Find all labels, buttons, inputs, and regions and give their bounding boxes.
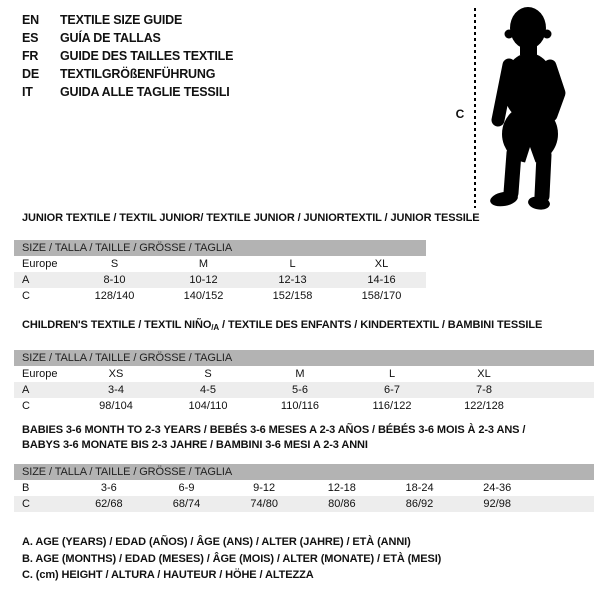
size-row xyxy=(14,366,594,382)
section-title-text: JUNIOR TEXTILE / TEXTIL JUNIOR/ TEXTILE JUNIOR / JUNIORTEXTIL / JUNIOR TESSILE xyxy=(22,212,480,224)
size-row-label: C xyxy=(22,498,30,510)
section-title-line xyxy=(22,211,480,226)
size-cell: XL xyxy=(477,368,491,380)
size-cell: 10-12 xyxy=(189,274,218,286)
section-title-text: BABIES 3-6 MONTH TO 2-3 YEARS / BEBÉS 3-6 MESES A 2-3 AÑOS / BÉBÉS 3-6 MOIS À 2-3 ANS / xyxy=(22,424,526,436)
size-row-label: A xyxy=(22,384,30,396)
toddler-neck xyxy=(520,41,537,55)
size-row-label: B xyxy=(22,482,30,494)
size-row-cells xyxy=(70,366,530,382)
size-row xyxy=(14,256,426,272)
size-row xyxy=(14,272,426,288)
section-title xyxy=(22,318,542,335)
size-cell: 116/122 xyxy=(372,400,412,412)
toddler-leg-right xyxy=(542,155,544,196)
language-row xyxy=(22,83,233,101)
language-row xyxy=(22,11,233,29)
size-cell: 7-8 xyxy=(476,384,492,396)
language-title: TEXTILE SIZE GUIDE xyxy=(60,13,183,27)
size-row-label: Europe xyxy=(22,368,58,380)
size-table xyxy=(14,350,594,414)
size-cell: 62/68 xyxy=(95,498,123,510)
size-table xyxy=(14,464,594,512)
size-cell: M xyxy=(295,368,305,380)
height-measure-label: C xyxy=(455,107,465,121)
footnotes xyxy=(22,534,441,584)
size-table xyxy=(14,240,426,304)
size-cell: 80/86 xyxy=(328,498,356,510)
size-cell: 18-24 xyxy=(405,482,434,494)
language-title: TEXTILGRÖßENFÜHRUNG xyxy=(60,67,216,81)
toddler-arm-right xyxy=(550,66,559,115)
section-title-line xyxy=(22,423,525,438)
section-title-text: CHILDREN'S TEXTILE / TEXTIL NIÑO xyxy=(22,319,212,331)
size-row-label: A xyxy=(22,274,30,286)
language-code: ES xyxy=(22,31,39,45)
size-cell: L xyxy=(289,258,296,270)
section-title xyxy=(22,423,525,453)
language-row xyxy=(22,29,233,47)
language-code: DE xyxy=(22,67,39,81)
size-cell: 6-7 xyxy=(384,384,400,396)
size-cell: 122/128 xyxy=(464,400,504,412)
size-row-label: C xyxy=(22,290,30,302)
size-header-bar: SIZE / TALLA / TAILLE / GRÖSSE / TAGLIA xyxy=(14,240,426,256)
size-header-bar: SIZE / TALLA / TAILLE / GRÖSSE / TAGLIA xyxy=(14,350,594,366)
size-row-cells xyxy=(70,382,530,398)
size-cell: L xyxy=(388,368,396,380)
size-row xyxy=(14,480,594,496)
size-row-cells xyxy=(70,480,536,496)
language-list xyxy=(22,11,233,101)
size-row-label: C xyxy=(22,400,30,412)
language-code: FR xyxy=(22,49,39,63)
size-header-bar: SIZE / TALLA / TAILLE / GRÖSSE / TAGLIA xyxy=(14,464,594,480)
size-row xyxy=(14,382,594,398)
size-cell: 110/116 xyxy=(280,400,320,412)
toddler-silhouette xyxy=(478,3,597,212)
size-row-cells xyxy=(70,256,426,272)
size-cell: 92/98 xyxy=(483,498,511,510)
size-row xyxy=(14,288,426,304)
footnote-line: C. (cm) HEIGHT / ALTURA / HAUTEUR / HÖHE / ALTEZZA xyxy=(22,569,314,581)
language-title: GUÍA DE TALLAS xyxy=(60,31,161,45)
size-row xyxy=(14,398,594,414)
size-row-cells xyxy=(70,272,426,288)
section-title-line xyxy=(22,318,542,335)
size-row-cells xyxy=(70,398,530,414)
size-row-label: Europe xyxy=(22,258,58,270)
height-dashed-line xyxy=(474,8,476,208)
size-cell: 9-12 xyxy=(253,482,276,494)
section-title-text: BABYS 3-6 MONATE BIS 2-3 JAHRE / BAMBINI 3-6 MESI A 2-3 ANNI xyxy=(22,439,368,451)
size-cell: 8-10 xyxy=(103,274,126,286)
size-cell: 12-18 xyxy=(327,482,356,494)
footnote-line: A. AGE (YEARS) / EDAD (AÑOS) / ÂGE (ANS) / ALTER (JAHRE) / ETÀ (ANNI) xyxy=(22,536,411,548)
size-cell: 14-16 xyxy=(367,274,396,286)
language-code: EN xyxy=(22,13,39,27)
language-code: IT xyxy=(22,85,33,99)
size-cell: 24-36 xyxy=(483,482,512,494)
size-cell: 158/170 xyxy=(361,290,402,302)
size-cell: 98/104 xyxy=(99,400,133,412)
size-cell: 140/152 xyxy=(183,290,224,302)
toddler-leg-left xyxy=(511,153,514,193)
size-cell: 86/92 xyxy=(405,498,434,510)
size-cell: 104/110 xyxy=(188,400,228,412)
size-cell: S xyxy=(204,368,212,380)
section-title xyxy=(22,211,480,226)
size-cell: 152/158 xyxy=(272,290,313,302)
section-title-line xyxy=(22,438,525,453)
size-cell: M xyxy=(198,258,209,270)
language-title: GUIDE DES TAILLES TEXTILE xyxy=(60,49,234,63)
size-cell: 74/80 xyxy=(250,498,278,510)
size-cell: 4-5 xyxy=(200,384,216,396)
size-cell: 12-13 xyxy=(278,274,307,286)
size-cell: 3-4 xyxy=(108,384,124,396)
size-row xyxy=(14,496,594,512)
size-cell: 3-6 xyxy=(100,482,117,494)
toddler-arm-left xyxy=(498,65,509,120)
size-cell: S xyxy=(110,258,119,270)
size-row-cells xyxy=(70,496,536,512)
size-cell: 128/140 xyxy=(94,290,135,302)
section-title-text: /A xyxy=(211,323,220,332)
section-title-text: / TEXTILE DES ENFANTS / KINDERTEXTIL / BAMBINI TESSILE xyxy=(219,319,543,331)
size-row-cells xyxy=(70,288,426,304)
language-title: GUIDA ALLE TAGLIE TESSILI xyxy=(60,85,230,99)
language-row xyxy=(22,65,233,83)
size-cell: 68/74 xyxy=(172,498,201,510)
language-row xyxy=(22,47,233,65)
size-cell: 5-6 xyxy=(292,384,308,396)
footnote-line: B. AGE (MONTHS) / EDAD (MESES) / ÂGE (MOIS) / ALTER (MONATE) / ETÀ (MESI) xyxy=(22,552,442,565)
size-cell: XS xyxy=(108,368,124,380)
size-cell: 6-9 xyxy=(178,482,195,494)
size-cell: XL xyxy=(374,258,389,270)
